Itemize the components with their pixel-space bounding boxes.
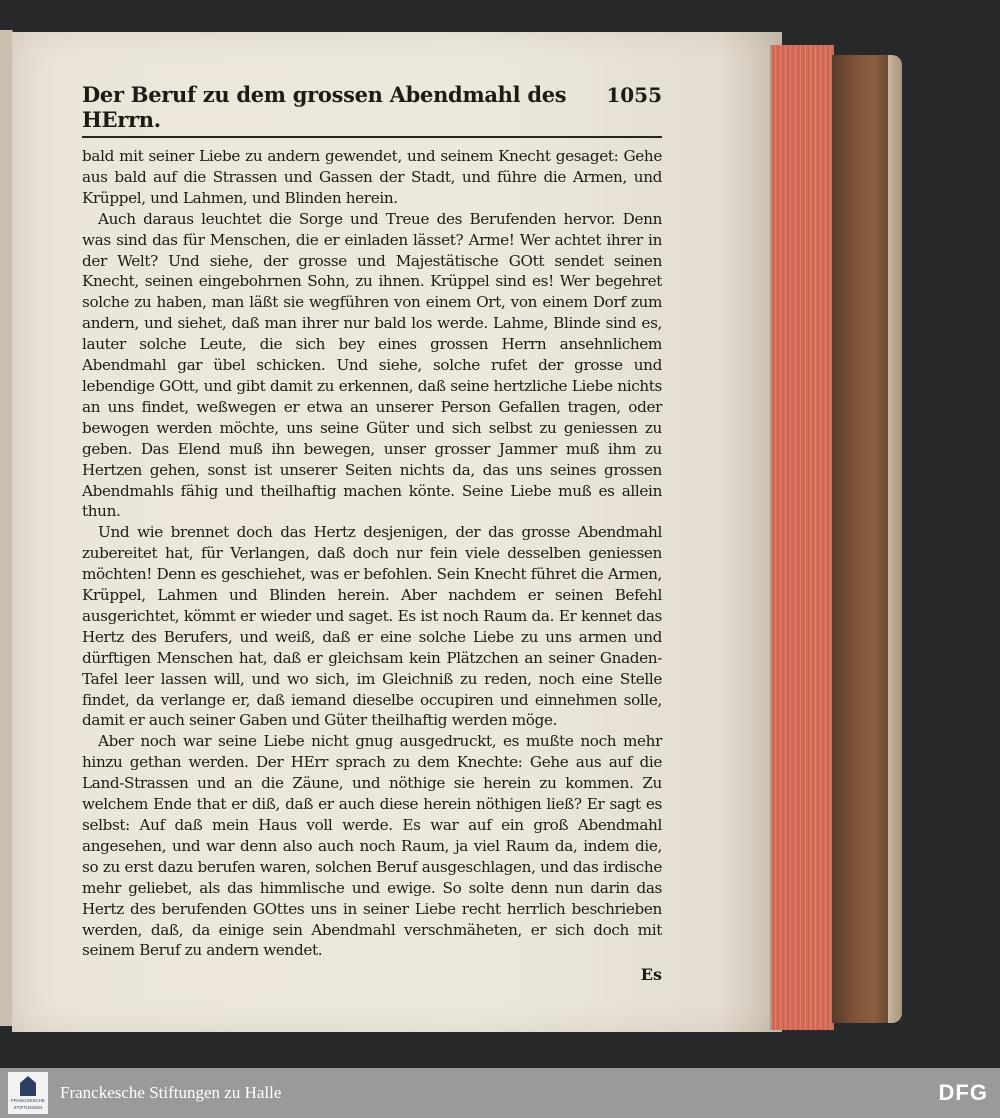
page-number: 1055: [606, 83, 662, 107]
page-text-block: [82, 82, 662, 985]
logo-text: FRANCKESCHE: [10, 1098, 45, 1103]
logo-text: STIFTUNGEN: [13, 1105, 43, 1110]
institution-name[interactable]: Franckesche Stiftungen zu Halle: [60, 1083, 282, 1102]
running-title: Der Beruf zu dem grossen Abendmahl des HErrn.: [82, 82, 567, 132]
paragraph: Aber noch war seine Liebe nicht gnug ausgedruckt, es mußte noch mehr hinzu gethan werden. Der HErr sprach zu dem Knechte: Gehe aus auf die Land-Strassen und an die Zäune, und nöthige sie herein zu kommen. Zu welchem Ende that er diß, daß er auch diese herein nöthigen ließ? Er sagt es selbst: Auf daß mein Haus voll werde. Es war auf ein groß Abendmahl angesehen, und war denn also auch noch Raum, ja viel Raum da, indem die, so zu erst dazu berufen waren, solchen Beruf ausgeschlagen, und das irdische mehr geliebet, als das himmlische und ewige. So solte denn nun darin das Hertz des berufenden GOttes uns in seiner Liebe recht herrlich beschrieben werden, daß, da einige sein Abendmahl verschmäheten, er sich doch mit seinem Beruf zu andern wendet.: [82, 732, 662, 960]
footer-bar: [0, 1068, 1000, 1118]
catchword: Es: [640, 965, 662, 985]
running-header: [82, 82, 662, 138]
dfg-logo[interactable]: DFG: [938, 1080, 988, 1105]
page-fore-edge: [770, 45, 834, 1030]
paragraph: Und wie brennet doch das Hertz desjenigen, der das grosse Abendmahl zubereitet hat, für Verlangen, daß doch nur fein viele desselben geniessen möchten! Denn es geschiehet, was er befohlen. Sein Knecht führet die Armen, Krüppel, Lahmen und Blinden herein. Aber nachdem er seinen Befehl ausgerichtet, kömmt er wieder und saget. Es ist noch Raum da. Er kennet das Hertz des Berufers, und weiß, daß er eine solche Liebe zu uns armen und dürftigen Menschen hat, daß er gleichsam kein Plätzchen an seiner Gnaden-Tafel leer lassen will, und wo sich, im Gleichniß zu reden, noch eine Stelle findet, da verlange er, daß iemand dieselbe occupiren und einnehmen solle, damit er auch seiner Gaben und Güter theilhaftig werden möge.: [82, 523, 662, 730]
institution-logo[interactable]: [8, 1072, 48, 1114]
paragraph: bald mit seiner Liebe zu andern gewendet, und seinem Knecht gesaget: Gehe aus bald auf die Strassen und Gassen der Stadt, und führe die Armen, und Krüppel, und Lahmen, und Blinden herein.: [82, 147, 662, 207]
paragraph: Auch daraus leuchtet die Sorge und Treue des Berufenden hervor. Denn was sind das für Menschen, die er einladen lässet? Arme! Wer achtet ihrer in der Welt? Und siehe, der grosse und Majestätische GOtt sendet seinen Knecht, seinen eingebohrnen Sohn, zu ihnen. Krüppel sind es! Wer begehret solche zu haben, man läßt sie wegführen von einem Ort, von einem Dorf zum andern, und siehet, daß man ihrer nur bald los werde. Lahme, Blinde sind es, lauter solche Leute, die sich bey eines grossen Herrn ansehnlichem Abendmahl gar übel schicken. Und siehe, solche rufet der grosse und lebendige GOtt, und gibt damit zu erkennen, daß seine hertzliche Liebe nichts an uns findet, weßwegen er etwa an unserer Person Gefallen tragen, oder bewogen werden möchte, uns seine Güter und sich selbst zu geniessen zu geben. Das Elend muß ihn bewegen, unser grosser Jammer muß ihm zu Hertzen gehen, sonst ist unserer Seiten nichts da, das uns seines grossen Abendmahls fähig und theilhaftig machen könte. Seine Liebe muß es allein thun.: [82, 209, 662, 521]
book-cover: [832, 55, 902, 1023]
building-icon: [20, 1076, 36, 1096]
